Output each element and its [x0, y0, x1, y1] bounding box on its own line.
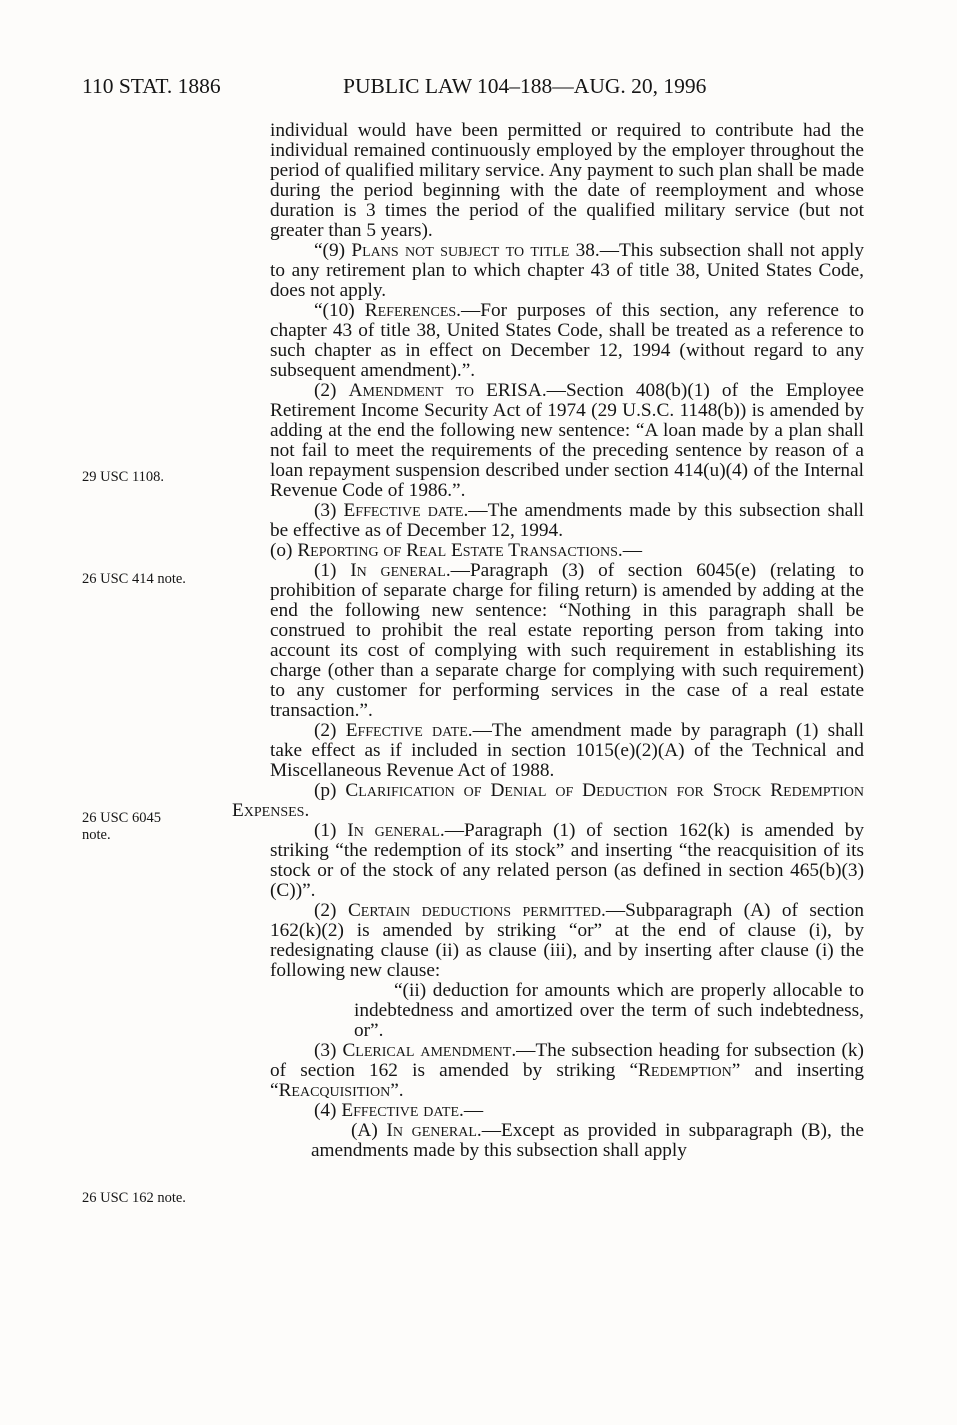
heading-certain-deductions: Certain deductions permitted. — [347, 900, 606, 921]
heading-clarification-denial: Clarification of Denial of Deduction for Stock Redemption Expenses. — [232, 780, 864, 821]
subsection-o-heading: (o) Reporting of Real Estate Transactions.— — [270, 540, 643, 561]
paragraph-10-references: “(10) References.—For purposes of this section, any reference to chapter 43 of title 38, United States Code, shall be treated as a reference to such chapter as in effect on December 12, 1994 (without regard to any subsequent amendment).”. — [270, 300, 864, 381]
heading-clerical-amendment: Clerical amendment. — [342, 1040, 517, 1061]
heading-in-general: In general. — [350, 560, 451, 581]
heading-in-general: In general. — [347, 820, 445, 841]
paragraph-o1-in-general: (1) In general.—Paragraph (3) of section 6045(e) (relating to prohibition of separate charge for filing return) is amended by adding at the end the following new sentence: “Nothing in this paragraph shall be construed to prohibit the real estate reporting person from taking into account its cost of complying with such requirement in establishing its charge (other than a separate charge for complying with such requirement) to any customer for performing services in the case of a real estate transaction.”. — [270, 560, 864, 721]
heading-effective-date: Effective date. — [341, 1100, 464, 1121]
paragraph-3-effective-date: (3) Effective date.—The amendments made by this subsection shall be effective as of December 12, 1994. — [270, 500, 864, 541]
quoted-clause-ii: “(ii) deduction for amounts which are properly allocable to indebtedness and amortized over the term of such indebtedness, or”. — [354, 980, 864, 1041]
paragraph-2-amendment-erisa: (2) Amendment to ERISA.—Section 408(b)(1) of the Employee Retirement Income Security Act of 1974 (29 U.S.C. 1148(b)) is amended by adding at the end the following new sentence: “A loan made by a plan shall not fail to meet the requirements of the preceding sentence by reason of a loan repayment suspension described under section 414(u)(4) of the Internal Revenue Code of 1986.”. — [270, 380, 864, 501]
heading-amendment-erisa: Amendment to ERISA. — [348, 380, 547, 401]
margin-note-29-usc-1108: 29 USC 1108. — [82, 469, 165, 485]
paragraph-p1-in-general: (1) In general.—Paragraph (1) of section 162(k) is amended by striking “the redemption of its stock” and inserting “the reacquisition of its stock or of the stock of any related person (as defined in section 465(b)(3)(C))”. — [270, 820, 865, 901]
heading-plans-not-subject: Plans not subject to title 38. — [351, 240, 600, 261]
paragraph-o2-effective-date: (2) Effective date.—The amendment made by paragraph (1) shall take effect as if included in section 1015(e)(2)(A) of the Technical and Miscellaneous Revenue Act of 1988. — [270, 720, 864, 781]
paragraph-p4a-in-general: (A) In general.—Except as provided in subparagraph (B), the amendments made by this subsection shall apply — [311, 1120, 864, 1161]
paragraph-9-plans-not-subject: “(9) Plans not subject to title 38.—This subsection shall not apply to any retirement plan to which chapter 43 of title 38, United States Code, does not apply. — [270, 240, 864, 301]
heading-reporting-real-estate: Reporting of Real Estate Transactions. — [297, 540, 623, 561]
paragraph-p4-effective-date: (4) Effective date.— — [314, 1100, 484, 1121]
heading-effective-date: Effective date. — [343, 500, 469, 521]
paragraph-p3-clerical-amendment: (3) Clerical amendment.—The subsection heading for subsection (k) of section 162 is amended by striking “Redemption” and inserting “Reacquisition”. — [270, 1040, 864, 1101]
margin-note-26-usc-162: 26 USC 162 note. — [82, 1190, 186, 1206]
paragraph-p2-certain-deductions: (2) Certain deductions permitted.—Subparagraph (A) of section 162(k)(2) is amended by striking “or” at the end of clause (i), by redesignating clause (ii) as clause (iii), and by inserting after clause (i) the following new clause: — [270, 900, 864, 981]
heading-references: References. — [364, 300, 461, 321]
margin-note-26-usc-6045: 26 USC 6045 note. — [82, 810, 161, 843]
body-text — [232, 120, 865, 1161]
paragraph-continuation: individual would have been permitted or required to contribute had the individual remained continuously employed by the employer throughout the period of qualified military service. Any payment to such plan shall be made during the period beginning with the date of reemployment and whose duration is 3 times the period of the qualified military service (but not greater than 5 years). — [270, 120, 864, 241]
subsection-p-heading: (p) Clarification of Denial of Deduction for Stock Redemption Expenses. — [232, 780, 864, 821]
law-reference: PUBLIC LAW 104–188—AUG. 20, 1996 — [343, 74, 707, 98]
heading-effective-date: Effective date. — [345, 720, 473, 741]
margin-note-26-usc-414: 26 USC 414 note. — [82, 571, 186, 587]
page-reference: 110 STAT. 1886 — [82, 74, 221, 98]
heading-in-general: In general. — [386, 1120, 482, 1141]
